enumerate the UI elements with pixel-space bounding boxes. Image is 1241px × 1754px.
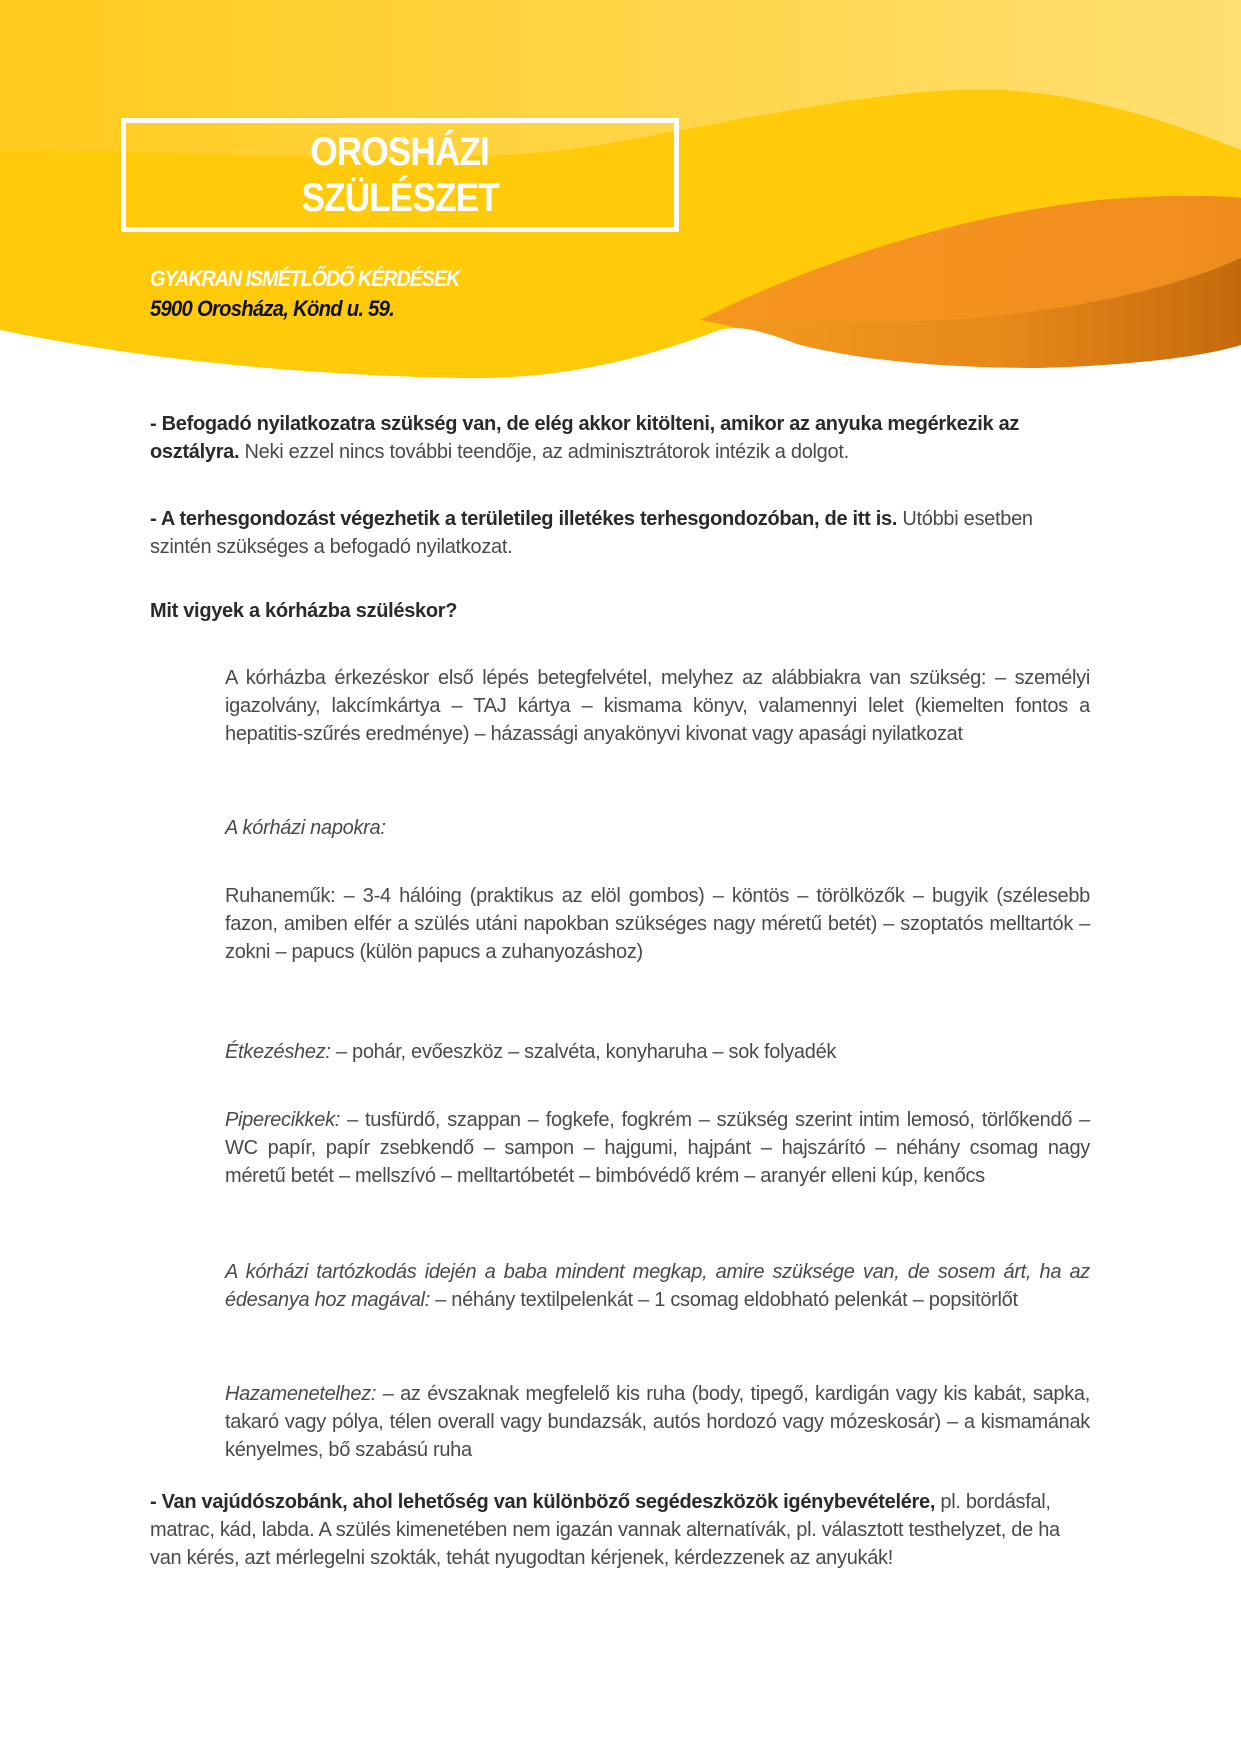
paragraph-clothing bbox=[225, 882, 1090, 966]
paragraph-bold-text: - Befogadó nyilatkozatra szükség van, de elég akkor kitölteni, amikor az anyuka megérkezik az osztályra. bbox=[150, 413, 1020, 463]
paragraph-admission-statement bbox=[150, 410, 1090, 466]
going-home-label: Hazamenetelhez: bbox=[225, 1383, 377, 1405]
section-question: Mit vigyek a kórházba szüléskor? bbox=[150, 600, 458, 622]
paragraph-bold-text: - Van vajúdószobánk, ahol lehetőség van különböző segédeszközök igénybevételére, bbox=[150, 1491, 936, 1513]
paragraph-text: Neki ezzel nincs további teendője, az adminisztrátorok intézik a dolgot. bbox=[239, 441, 849, 463]
paragraph-bold-text: - A terhesgondozást végezhetik a területileg illetékes terhesgondozóban, de itt is. bbox=[150, 508, 898, 530]
title-line-2: SZÜLÉSZET bbox=[301, 176, 499, 220]
eating-label: Étkezéshez: bbox=[225, 1041, 331, 1063]
paragraph-text: pl. bordásfal, matrac, kád, labda. A szülés kimenetében nem igazán vannak alternatívák, pl. választott testhelyzet, de ha van kérés, azt mérlegelni szokták, tehát nyugodtan kérjenek, kérdezzenek az anyukák! bbox=[150, 1491, 1060, 1569]
hospital-days-heading: A kórházi napokra: bbox=[225, 817, 386, 839]
paragraph-toiletries bbox=[225, 1106, 1090, 1190]
toiletries-label: Piperecikkek: bbox=[225, 1109, 341, 1131]
subtitle: GYAKRAN ISMÉTLŐDŐ KÉRDÉSEK bbox=[150, 266, 460, 291]
header-banner bbox=[0, 0, 1241, 380]
paragraph-eating bbox=[225, 1038, 1090, 1066]
title-box bbox=[121, 118, 679, 232]
paragraph-prenatal-care bbox=[150, 505, 1090, 561]
title-line-1: OROSHÁZI bbox=[310, 130, 490, 174]
eating-text: – pohár, evőeszköz – szalvéta, konyharuha – sok folyadék bbox=[330, 1041, 837, 1063]
baby-label: A kórházi tartózkodás idején a baba mindent megkap, amire szüksége van, de sosem árt, ha az édesanya hoz magával: bbox=[225, 1261, 1090, 1311]
paragraph-admission-documents: A kórházba érkezéskor első lépés betegfelvétel, melyhez az alábbiakra van szükség: – személyi igazolvány, lakcímkártya – TAJ kártya – kismama könyv, valamennyi lelet (kiemelten fontos a hepatitis-szűrés eredménye) – házassági anyakönyvi kivonat vagy apasági nyilatkozat bbox=[225, 667, 1090, 745]
clothing-label: Ruhaneműk: bbox=[225, 885, 336, 907]
baby-text: – néhány textilpelenkát – 1 csomag eldobható pelenkát – popsitörlőt bbox=[429, 1289, 1018, 1311]
paragraph-text: Utóbbi esetben szintén szükséges a befogadó nyilatkozat. bbox=[150, 508, 1033, 558]
paragraph-labor-room bbox=[150, 1488, 1090, 1572]
paragraph-going-home bbox=[225, 1380, 1090, 1464]
clothing-text: – 3-4 hálóing (praktikus az elöl gombos) – köntös – törölközők – bugyik (szélesebb fazon, amiben elfér a szülés utáni napokban szükséges nagy méretű betét) – szoptatós melltartók – zokni – papucs (külön papucs a zuhanyozáshoz) bbox=[225, 885, 1090, 963]
address: 5900 Orosháza, Könd u. 59. bbox=[150, 296, 395, 321]
going-home-text: – az évszaknak megfelelő kis ruha (body, tipegő, kardigán vagy kis kabát, sapka, takaró vagy pólya, télen overall vagy bundazsák, autós hordozó vagy mózeskosár) – a kismamának kényelmes, bő szabású ruha bbox=[225, 1383, 1090, 1461]
hospital-days-label bbox=[225, 814, 1090, 842]
paragraph-baby-items bbox=[225, 1258, 1090, 1314]
toiletries-text: – tusfürdő, szappan – fogkefe, fogkrém – szükség szerint intim lemosó, törlőkendő – WC papír, papír zsebkendő – sampon – hajgumi, hajpánt – hajszárító – néhány csomag nagy méretű betét – mellszívó – melltartóbetét – bimbóvédő krém – aranyér elleni kúp, kenőcs bbox=[225, 1109, 1090, 1187]
